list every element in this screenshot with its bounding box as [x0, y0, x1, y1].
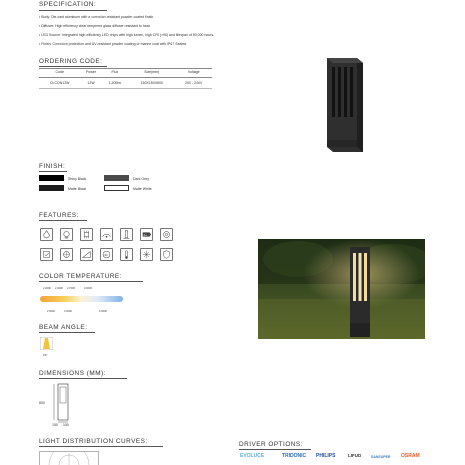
driver-brand-sansuper: SANSUPER	[371, 455, 391, 459]
product-bollard-image	[323, 55, 367, 155]
driver-options-underline	[239, 449, 311, 450]
finish-label-shiny-black: Shiny Black	[68, 177, 87, 181]
specification-title: SPECIFICATION:	[39, 1, 97, 8]
a-plus-energy-icon	[140, 228, 153, 241]
dimension-depth: 150	[63, 423, 69, 427]
driver-brand-lifud: LIFUD	[348, 453, 362, 458]
glare-icon	[140, 248, 153, 261]
finish-label-dark-grey: Dark Grey	[133, 177, 149, 181]
ordering-underline	[39, 66, 107, 67]
specification-list	[39, 13, 329, 49]
light-distribution-polar-chart	[39, 451, 99, 465]
warranty-icon	[160, 248, 173, 261]
ordering-header-row	[39, 68, 212, 77]
dimensions-title: DIMENSIONS (MM):	[39, 370, 106, 377]
driver-options-title: DRIVER OPTIONS:	[239, 441, 303, 448]
cri-90-icon	[100, 248, 113, 261]
ordering-header-flux: Flux	[102, 68, 129, 77]
ordering-header-voltage: Voltage	[175, 68, 212, 77]
ct-label-2400k: 2,400K	[55, 287, 64, 290]
spec-item-body: • Body: Die-cast aluminum with a corrosion-resistant powder-coated finish.	[39, 15, 155, 19]
light-distribution-underline	[39, 446, 163, 447]
finish-swatch-dark-grey	[104, 175, 129, 181]
ordering-table	[39, 68, 212, 89]
temperature-icon	[120, 248, 133, 261]
driver-brand-osram: OSRAM	[401, 453, 420, 459]
beam-angle-icon	[40, 337, 53, 350]
ordering-header-code: Code	[39, 68, 80, 77]
ct-label-2200k: 2,200K	[43, 287, 52, 290]
features-underline	[39, 220, 87, 221]
finish-title: FINISH:	[39, 163, 66, 170]
beam-angle-underline	[39, 332, 95, 333]
ordering-cell-power: 12W	[80, 77, 101, 88]
driver-brand-tridonic: TRIDONIC	[282, 453, 307, 459]
ordering-cell-flux: 1,200lm	[102, 77, 129, 88]
svg-text:A+: A+	[143, 232, 148, 237]
beam-angle-title: BEAM ANGLE:	[39, 324, 88, 331]
certification-icon	[40, 248, 53, 261]
dimensions-underline	[39, 378, 127, 379]
ordering-cell-size: 150X150X800	[128, 77, 175, 88]
driver-brand-philips: PHILIPS	[316, 453, 336, 459]
ct-label-3000k-top: 3,000K	[84, 287, 93, 290]
ordering-header-size: Size(mm)	[128, 68, 175, 77]
table-row	[39, 77, 212, 88]
finish-swatch-matte-white	[104, 185, 129, 191]
ct-label-2700k: 2,700K	[67, 287, 76, 290]
spec-item-diffuser: • Diffuser: High efficiency clear tempered glass diffuser resistant to heat.	[39, 23, 151, 28]
features-title: FEATURES:	[39, 212, 79, 219]
light-distribution-title: LIGHT DISTRIBUTION CURVES:	[39, 438, 148, 445]
finish-underline	[39, 171, 67, 172]
ordering-header-power: Power	[80, 68, 101, 77]
finish-swatch-matte-black	[39, 185, 64, 191]
dimension-height: 800	[39, 401, 45, 405]
lens-icon	[160, 228, 173, 241]
svg-text:90: 90	[104, 252, 108, 257]
ct-label-3000k-bottom: 3,000K	[64, 310, 73, 313]
cri-icon	[60, 248, 73, 261]
dimmable-icon	[80, 248, 93, 261]
beam-angle-value: 15°	[43, 353, 48, 357]
ct-label-6000k: 6,000K	[99, 310, 108, 313]
led-chip-icon	[80, 228, 93, 241]
color-temperature-gradient-bar	[40, 296, 123, 302]
driver-brand-evoluce: EVOLUCE	[240, 453, 265, 459]
dimension-width: 150	[52, 423, 58, 427]
finish-swatch-shiny-black	[39, 175, 64, 181]
ordering-cell-code: CLCON12W	[39, 77, 80, 88]
color-temperature-underline	[39, 281, 143, 282]
ip-rating-icon	[40, 228, 53, 241]
ct-label-2500k: 2,500K	[47, 310, 56, 313]
lifespan-icon	[60, 228, 73, 241]
fixture-icon	[120, 228, 133, 241]
spec-item-finish: • Finish: Corrosion protection and UV-resistant powder coating or marine coat with IP67 Sealed.	[39, 41, 188, 46]
beam-control-icon	[100, 228, 113, 241]
color-temperature-title: COLOR TEMPERATURE:	[39, 273, 122, 280]
spec-item-led-source: • LED Source: Integrated high-efficiency LED chips with high lumen, high CRI (>90) and lifespan of 50,000 hours.	[39, 32, 215, 37]
finish-label-matte-white: Matte White	[133, 187, 152, 191]
finish-label-matte-black: Matte Black	[68, 187, 87, 191]
specification-underline	[39, 10, 107, 11]
product-installation-photo	[258, 239, 425, 339]
ordering-title: ORDERING CODE:	[39, 58, 103, 65]
ordering-cell-voltage: 200 - 240V	[175, 77, 212, 88]
